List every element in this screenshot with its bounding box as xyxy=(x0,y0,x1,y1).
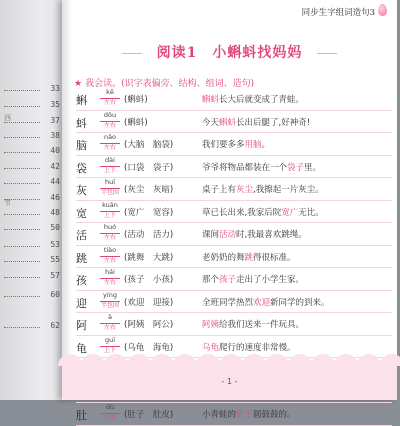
toc-leader xyxy=(4,261,40,262)
toc-page-number: 35 xyxy=(50,100,60,109)
entry-structure: 左右 xyxy=(100,278,120,287)
toc-side-label xyxy=(4,198,66,210)
entry-pinyin: nǎo xyxy=(103,133,117,141)
character-entry xyxy=(76,268,392,291)
entry-structure: 左右 xyxy=(100,256,120,265)
entry-sentence: 全班同学热烈欢迎新同学的到来。 xyxy=(202,297,330,308)
page-footer xyxy=(62,350,397,400)
entry-pinyin: tiào xyxy=(103,245,117,254)
entry-words: (灰尘 灰暗) xyxy=(124,185,174,195)
title-bar xyxy=(122,42,337,64)
entry-sentence: 老奶奶的舞跳得很标准。 xyxy=(202,252,296,263)
entry-structure: 上下 xyxy=(100,166,120,175)
entry-pinyin: kē xyxy=(106,88,114,96)
toc-page-number: 44 xyxy=(50,177,60,186)
entry-structure: 左右 xyxy=(100,413,120,422)
entry-structure: 左右 xyxy=(100,98,120,107)
entry-pinyin: huī xyxy=(104,178,116,186)
section-heading-text: 我会读。(识字表偏旁、结构、组词、造句) xyxy=(85,79,255,89)
toc-page-number: 62 xyxy=(50,321,60,330)
entry-structure: 半包围 xyxy=(100,189,119,196)
toc-row xyxy=(4,177,66,189)
entry-character: 阿 xyxy=(76,319,87,332)
toc-page-number: 38 xyxy=(50,131,60,140)
entry-character: 灰 xyxy=(76,184,87,197)
entry-pinyin: guī xyxy=(104,335,116,344)
toc-row xyxy=(4,240,66,252)
character-entry xyxy=(76,88,392,111)
workbook-page xyxy=(62,0,397,422)
sentence-highlight: 宽广 xyxy=(281,207,299,218)
toc-leader xyxy=(4,246,40,247)
sentence-highlight: 跳 xyxy=(244,252,254,263)
entry-sentence: 我们要多多用脑。 xyxy=(202,140,271,150)
entry-sentence: 草已长出来,我家后院宽广无比。 xyxy=(202,207,324,218)
toc-leader xyxy=(4,277,40,278)
toc-leader xyxy=(4,168,40,169)
entry-structure: 上下 xyxy=(100,211,120,220)
character-entry xyxy=(76,111,392,134)
sentence-highlight: 肚子 xyxy=(236,410,254,420)
toc-leader xyxy=(4,214,40,215)
character-entry xyxy=(76,156,392,179)
entry-words: (孩子 小孩) xyxy=(124,275,174,285)
toc-leader xyxy=(4,90,40,91)
entry-words: (蝌蚪) xyxy=(124,117,148,128)
entry-words: (跳舞 大跳) xyxy=(124,252,174,263)
toc-row xyxy=(4,321,66,333)
toc-side-label-text: 节 xyxy=(4,199,11,207)
character-entry xyxy=(76,178,392,201)
toc-page-number: 55 xyxy=(50,255,60,264)
entry-character: 肚 xyxy=(76,409,87,422)
sentence-highlight: 袋子 xyxy=(287,162,305,173)
entry-pinyin: dǒu xyxy=(103,110,117,119)
balloon-icon xyxy=(378,4,387,16)
entry-character: 袋 xyxy=(76,161,87,175)
toc-leader xyxy=(4,183,40,184)
character-entry xyxy=(76,246,392,269)
toc-page-number: 57 xyxy=(50,271,60,280)
entry-structure: 左右 xyxy=(100,143,120,152)
toc-leader xyxy=(4,152,40,153)
entry-character: 龟 xyxy=(76,341,87,355)
toc-page-number: 46 xyxy=(50,193,60,202)
character-entry xyxy=(76,133,392,156)
spine-shadow xyxy=(62,0,72,400)
entry-words: (活动 活力) xyxy=(124,230,174,240)
entry-character: 蝌 xyxy=(76,94,87,107)
toc-row xyxy=(4,223,66,235)
entry-structure: 半包围 xyxy=(100,301,119,309)
toc-page-number: 50 xyxy=(50,223,60,232)
toc-row xyxy=(4,271,66,283)
toc-leader xyxy=(4,296,40,297)
entry-words: (宽广 宽容) xyxy=(124,207,174,218)
entry-words: (口袋 袋子) xyxy=(124,162,174,173)
entry-sentence: 小青蛙的肚子圆鼓鼓的。 xyxy=(202,410,296,420)
entry-sentence: 那个孩子走出了小学生家。 xyxy=(202,275,305,285)
entry-character: 宽 xyxy=(76,206,87,220)
sentence-highlight: 活动 xyxy=(219,230,237,240)
entry-structure: 上下 xyxy=(100,346,120,355)
entry-character: 孩 xyxy=(76,274,87,287)
toc-row xyxy=(4,290,66,302)
entry-sentence: 乌龟爬行的速度非常慢。 xyxy=(202,342,296,353)
toc-page-number: 37 xyxy=(50,116,60,125)
entry-structure: 左右 xyxy=(100,323,120,332)
entry-pinyin: dù xyxy=(105,403,115,411)
sentence-highlight: 欢迎 xyxy=(253,297,271,308)
entry-character: 蚪 xyxy=(76,116,87,130)
star-icon: ★ xyxy=(74,79,83,89)
toc-page-number: 60 xyxy=(50,290,60,299)
toc-page-number: 40 xyxy=(50,146,60,155)
entry-words: (肚子 肚皮) xyxy=(124,410,174,420)
toc-row xyxy=(4,162,66,174)
entry-words: (乌龟 海龟) xyxy=(124,342,174,353)
toc-page-number: 33 xyxy=(50,84,60,93)
sentence-highlight: 蝌蚪 xyxy=(219,117,237,128)
toc-leader xyxy=(4,229,40,230)
toc-side-label-text: 西 xyxy=(4,114,11,122)
entry-pinyin: ā xyxy=(108,313,112,321)
toc-row xyxy=(4,131,66,143)
entry-character: 活 xyxy=(76,229,87,242)
sentence-highlight: 用脑 xyxy=(244,140,262,150)
entry-words: (阿姨 阿公) xyxy=(124,320,174,330)
left-page xyxy=(0,0,70,400)
toc-page-number: 42 xyxy=(50,162,60,171)
entry-words: (大脑 脑袋) xyxy=(124,140,174,150)
sentence-highlight: 阿姨 xyxy=(202,320,220,330)
entry-character: 脑 xyxy=(76,139,87,152)
toc-page-number: 48 xyxy=(50,208,60,217)
sentence-highlight: 蝌蚪 xyxy=(202,95,220,105)
toc-leader xyxy=(4,106,40,107)
running-head: 同步生字组词造句3 xyxy=(301,8,375,18)
entry-pinyin: huó xyxy=(103,223,117,231)
toc-row xyxy=(4,100,66,112)
entry-pinyin: yíng xyxy=(103,290,117,299)
character-entry xyxy=(76,201,392,224)
sentence-highlight: 灰尘 xyxy=(236,185,254,195)
toc-row xyxy=(4,146,66,158)
entry-sentence: 阿姨给我们送来一件玩具。 xyxy=(202,320,305,330)
character-entry xyxy=(76,403,392,426)
lesson-title: 阅读1 小蝌蚪找妈妈 xyxy=(142,42,317,62)
character-entry xyxy=(76,291,392,314)
sentence-highlight: 孩子 xyxy=(219,275,237,285)
toc-row xyxy=(4,84,66,96)
sentence-highlight: 乌龟 xyxy=(202,342,220,353)
entry-pinyin: hái xyxy=(105,268,115,276)
toc-row xyxy=(4,255,66,267)
entry-sentence: 课间活动时,我最喜欢跳绳。 xyxy=(202,230,307,240)
entry-words: (欢迎 迎接) xyxy=(124,297,174,308)
entry-words: (蝌蚪) xyxy=(124,95,148,105)
toc-page-number: 53 xyxy=(50,240,60,249)
toc-leader xyxy=(4,137,40,138)
entry-pinyin: kuān xyxy=(102,200,118,209)
toc-side-label xyxy=(4,113,66,125)
page-number: - 1 - xyxy=(221,377,238,386)
entry-sentence: 爷爷将物品都装在一个袋子里。 xyxy=(202,162,322,173)
entry-sentence: 桌子上有灰尘,我擦起一片灰尘。 xyxy=(202,185,324,195)
entry-sentence: 今天蝌蚪长出后腿了,好神奇! xyxy=(202,117,311,128)
entry-pinyin: dài xyxy=(105,155,115,164)
entry-character: 迎 xyxy=(76,296,87,310)
entry-character: 跳 xyxy=(76,251,87,265)
character-entry xyxy=(76,313,392,336)
character-entry xyxy=(76,223,392,246)
toc-leader xyxy=(4,327,40,328)
entry-structure: 左右 xyxy=(100,121,120,130)
entry-sentence: 蝌蚪长大后就变成了青蛙。 xyxy=(202,95,305,105)
entry-structure: 左右 xyxy=(100,233,120,242)
